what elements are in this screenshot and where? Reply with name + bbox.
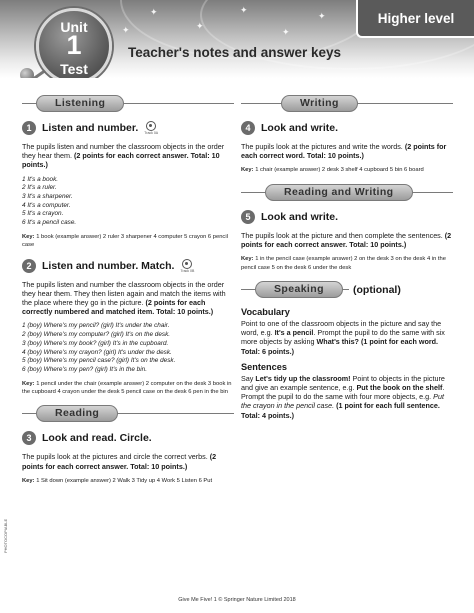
task-3-instructions: The pupils look at the pictures and circle the correct verbs. (2 points for each correct answer. Total: 10 points.) bbox=[22, 452, 217, 471]
photocopiable-label: PHOTOCOPIABLE bbox=[3, 518, 8, 553]
task-title: Listen and number. Match. bbox=[42, 259, 175, 272]
task-1-key: Key: 1 book (example answer) 2 ruler 3 sharpener 4 computer 5 crayon 6 pencil case bbox=[22, 233, 228, 249]
transcript-line: 5 It's a crayon. bbox=[22, 210, 64, 218]
task-number: 4 bbox=[241, 121, 255, 135]
level-label-box bbox=[356, 0, 474, 38]
task-2-transcript bbox=[22, 322, 234, 374]
optional-label: (optional) bbox=[353, 283, 401, 296]
badge-pin-ball bbox=[20, 68, 34, 78]
star-icon: ✦ bbox=[318, 11, 326, 21]
page-header bbox=[0, 0, 474, 78]
unit-badge bbox=[36, 8, 112, 78]
audio-cd-icon bbox=[144, 121, 158, 135]
cd-icon bbox=[146, 121, 156, 131]
right-column bbox=[241, 95, 453, 426]
task-4-instructions: The pupils look at the pictures and write the words. (2 points for each correct word. Total: 10 points.) bbox=[241, 142, 447, 161]
badge-unit-number: 1 bbox=[66, 30, 82, 60]
section-label-reading-writing: Reading and Writing bbox=[265, 184, 413, 201]
transcript-line: 2 It's a ruler. bbox=[22, 184, 57, 192]
task-3-key: Key: 1 Sit down (example answer) 2 Walk 3 Tidy up 4 Work 5 Listen 6 Put bbox=[22, 477, 213, 484]
task-title: Listen and number. bbox=[42, 122, 139, 134]
task-number: 1 bbox=[22, 121, 36, 135]
section-header-reading bbox=[22, 405, 234, 422]
transcript-line: 6 (boy) Where's my pen? (girl) It's in the bin. bbox=[22, 365, 147, 373]
section-header-reading-writing bbox=[241, 184, 453, 201]
badge-test-text: Test bbox=[60, 61, 88, 77]
section-header-writing bbox=[241, 95, 453, 112]
section-header-speaking bbox=[241, 281, 453, 298]
task-title: Look and write. bbox=[261, 122, 339, 134]
star-icon: ✦ bbox=[122, 25, 130, 35]
transcript-line: 1 It's a book. bbox=[22, 175, 59, 183]
task-2-key: Key: 1 pencil under the chair (example answer) 2 computer on the desk 3 book in the cupboard 4 crayon under the desk 5 pencil case on the desk 6 pen in the bin bbox=[22, 380, 232, 396]
task-1-heading bbox=[22, 121, 234, 135]
star-icon: ✦ bbox=[282, 27, 290, 37]
task-1-instructions: The pupils listen and number the classroom objects in the order they hear them. (2 points for each correct answer. Total: 10 points.) bbox=[22, 142, 225, 170]
audio-track-label: Track 0B bbox=[180, 268, 195, 273]
task-2-heading bbox=[22, 259, 234, 273]
section-header-listening bbox=[22, 95, 234, 112]
section-label-writing: Writing bbox=[281, 95, 358, 112]
task-number: 2 bbox=[22, 259, 36, 273]
section-label-listening: Listening bbox=[36, 95, 124, 112]
transcript-line: 4 (boy) Where's my crayon? (girl) It's under the desk. bbox=[22, 348, 172, 356]
badge-unit-text: Unit bbox=[60, 19, 88, 35]
star-icon: ✦ bbox=[196, 21, 204, 31]
page-title: Teacher's notes and answer keys bbox=[128, 45, 342, 60]
speaking-pill-wrap bbox=[241, 281, 349, 298]
task-4-key: Key: 1 chair (example answer) 2 desk 3 shelf 4 cupboard 5 bin 6 board bbox=[241, 167, 424, 174]
sentences-instructions: Say Let's tidy up the classroom! Point to objects in the picture and give an example sentence, e.g. Put the book on the shelf. Prompt the pupil to do the same with four more objects, e.g. Put the crayon in the pencil case. (1 point for each full sentence. Total: 4 points.) bbox=[241, 373, 445, 420]
section-label-speaking: Speaking bbox=[255, 281, 343, 298]
sentences-heading: Sentences bbox=[241, 361, 287, 372]
task-4-heading bbox=[241, 121, 453, 135]
task-5-heading bbox=[241, 210, 453, 224]
level-label: Higher level bbox=[377, 11, 455, 26]
task-title: Look and read. Circle. bbox=[42, 432, 152, 445]
left-column bbox=[22, 95, 234, 494]
task-2-instructions: The pupils listen and number the classroom objects in the order they hear them. They then listen again and match the items with the place where they go in the picture. (2 points for each correctly numbered and matched item. Total: 10 points.) bbox=[22, 279, 226, 317]
transcript-line: 4 It's a computer. bbox=[22, 201, 71, 209]
task-5-instructions: The pupils look at the picture and then complete the sentences. (2 points for each correct answer. Total: 10 points.) bbox=[241, 230, 452, 250]
task-number: 5 bbox=[241, 210, 255, 224]
star-icon: ✦ bbox=[240, 5, 248, 15]
audio-track-label: Track 0A bbox=[144, 131, 159, 135]
vocabulary-heading: Vocabulary bbox=[241, 307, 290, 318]
transcript-line: 3 (boy) Where's my book? (girl) It's in the cupboard. bbox=[22, 339, 169, 347]
task-5-key: Key: 1 in the pencil case (example answer) 2 on the desk 3 on the desk 4 in the pencil case 5 on the desk 6 under the desk bbox=[241, 256, 446, 271]
task-number: 3 bbox=[22, 431, 36, 445]
transcript-line: 1 (boy) Where's my pencil? (girl) It's under the chair. bbox=[22, 322, 170, 330]
transcript-line: 6 It's a pencil case. bbox=[22, 219, 77, 227]
task-title: Look and write. bbox=[261, 210, 339, 223]
task-1-transcript bbox=[22, 176, 234, 228]
transcript-line: 5 (boy) Where's my pencil case? (girl) It's on the desk. bbox=[22, 357, 176, 365]
task-3-heading bbox=[22, 431, 234, 445]
transcript-line: 3 It's a sharpener. bbox=[22, 193, 73, 201]
section-label-reading: Reading bbox=[36, 405, 118, 422]
page-footer: Give Me Five! 1 © Springer Nature Limited 2018 bbox=[178, 597, 296, 603]
star-icon: ✦ bbox=[150, 7, 158, 17]
cd-icon bbox=[182, 259, 192, 269]
transcript-line: 2 (boy) Where's my computer? (girl) It's on the desk. bbox=[22, 331, 171, 339]
audio-cd-icon bbox=[180, 259, 194, 273]
vocabulary-instructions: Point to one of the classroom objects in the picture and say the word, e.g. It's a pencil. Prompt the pupil to do the same with six more objects by asking What's this? (1 point for each word. Total: 6 points.) bbox=[241, 319, 445, 356]
